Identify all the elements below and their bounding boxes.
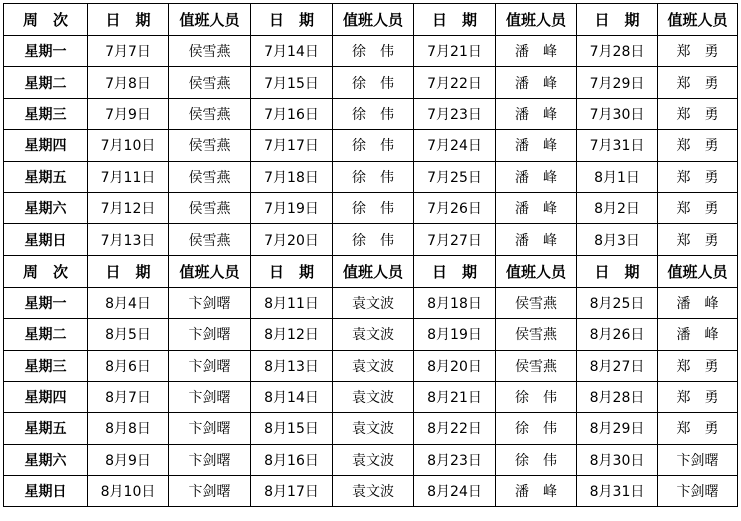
staff-cell: 徐 伟 (333, 161, 414, 192)
column-header-staff: 值班人员 (333, 4, 414, 36)
date-cell: 8月13日 (251, 350, 333, 381)
date-cell: 7月19日 (251, 192, 333, 223)
column-header-staff: 值班人员 (333, 255, 414, 287)
staff-cell: 侯雪燕 (496, 287, 577, 318)
table-row (4, 67, 738, 98)
date-cell: 8月4日 (88, 287, 169, 318)
date-cell: 7月26日 (414, 192, 496, 223)
staff-cell: 袁文波 (333, 319, 414, 350)
weekday-cell: 星期二 (4, 319, 88, 350)
staff-cell: 袁文波 (333, 287, 414, 318)
staff-cell: 卞剑曙 (169, 444, 251, 475)
date-cell: 7月13日 (88, 224, 169, 255)
staff-cell: 潘 峰 (658, 287, 738, 318)
table-row (4, 381, 738, 412)
date-cell: 8月22日 (414, 413, 496, 444)
staff-cell: 侯雪燕 (169, 224, 251, 255)
date-cell: 8月21日 (414, 381, 496, 412)
column-header-staff: 值班人员 (658, 255, 738, 287)
date-cell: 7月18日 (251, 161, 333, 192)
staff-cell: 郑 勇 (658, 130, 738, 161)
staff-cell: 侯雪燕 (169, 67, 251, 98)
date-cell: 8月31日 (577, 476, 658, 507)
weekday-cell: 星期六 (4, 444, 88, 475)
staff-cell: 卞剑曙 (169, 350, 251, 381)
date-cell: 8月6日 (88, 350, 169, 381)
date-cell: 7月20日 (251, 224, 333, 255)
staff-cell: 潘 峰 (496, 130, 577, 161)
staff-cell: 卞剑曙 (169, 319, 251, 350)
column-header-week: 周 次 (4, 4, 88, 36)
staff-cell: 侯雪燕 (169, 98, 251, 129)
date-cell: 8月1日 (577, 161, 658, 192)
date-cell: 7月8日 (88, 67, 169, 98)
date-cell: 8月11日 (251, 287, 333, 318)
date-cell: 8月10日 (88, 476, 169, 507)
staff-cell: 徐 伟 (333, 130, 414, 161)
staff-cell: 郑 勇 (658, 98, 738, 129)
date-cell: 8月24日 (414, 476, 496, 507)
staff-cell: 潘 峰 (496, 224, 577, 255)
staff-cell: 徐 伟 (333, 224, 414, 255)
date-cell: 8月7日 (88, 381, 169, 412)
staff-cell: 徐 伟 (496, 413, 577, 444)
column-header-date: 日 期 (88, 255, 169, 287)
date-cell: 8月29日 (577, 413, 658, 444)
date-cell: 7月12日 (88, 192, 169, 223)
table-row (4, 319, 738, 350)
staff-cell: 郑 勇 (658, 413, 738, 444)
date-cell: 8月9日 (88, 444, 169, 475)
column-header-week: 周 次 (4, 255, 88, 287)
staff-cell: 卞剑曙 (658, 476, 738, 507)
date-cell: 8月3日 (577, 224, 658, 255)
table-row (4, 130, 738, 161)
staff-cell: 侯雪燕 (496, 319, 577, 350)
staff-cell: 卞剑曙 (169, 287, 251, 318)
table-row (4, 350, 738, 381)
weekday-cell: 星期日 (4, 224, 88, 255)
date-cell: 7月17日 (251, 130, 333, 161)
table-row (4, 98, 738, 129)
weekday-cell: 星期一 (4, 36, 88, 67)
staff-cell: 侯雪燕 (496, 350, 577, 381)
staff-cell: 侯雪燕 (169, 192, 251, 223)
date-cell: 7月9日 (88, 98, 169, 129)
date-cell: 8月19日 (414, 319, 496, 350)
weekday-cell: 星期二 (4, 67, 88, 98)
staff-cell: 袁文波 (333, 444, 414, 475)
date-cell: 8月26日 (577, 319, 658, 350)
table-row (4, 224, 738, 255)
staff-cell: 卞剑曙 (169, 381, 251, 412)
date-cell: 8月23日 (414, 444, 496, 475)
header-row (4, 4, 738, 36)
duty-schedule-table (3, 3, 738, 507)
staff-cell: 郑 勇 (658, 67, 738, 98)
weekday-cell: 星期四 (4, 130, 88, 161)
weekday-cell: 星期三 (4, 98, 88, 129)
staff-cell: 徐 伟 (333, 192, 414, 223)
column-header-date: 日 期 (251, 255, 333, 287)
date-cell: 7月14日 (251, 36, 333, 67)
staff-cell: 侯雪燕 (169, 36, 251, 67)
staff-cell: 郑 勇 (658, 192, 738, 223)
staff-cell: 潘 峰 (496, 98, 577, 129)
weekday-cell: 星期三 (4, 350, 88, 381)
staff-cell: 郑 勇 (658, 224, 738, 255)
table-row (4, 192, 738, 223)
column-header-staff: 值班人员 (496, 4, 577, 36)
date-cell: 7月24日 (414, 130, 496, 161)
staff-cell: 卞剑曙 (658, 444, 738, 475)
staff-cell: 郑 勇 (658, 350, 738, 381)
date-cell: 8月5日 (88, 319, 169, 350)
date-cell: 7月23日 (414, 98, 496, 129)
staff-cell: 袁文波 (333, 476, 414, 507)
weekday-cell: 星期一 (4, 287, 88, 318)
staff-cell: 郑 勇 (658, 381, 738, 412)
staff-cell: 侯雪燕 (169, 130, 251, 161)
staff-cell: 潘 峰 (658, 319, 738, 350)
date-cell: 8月8日 (88, 413, 169, 444)
date-cell: 7月28日 (577, 36, 658, 67)
date-cell: 8月2日 (577, 192, 658, 223)
column-header-staff: 值班人员 (169, 255, 251, 287)
staff-cell: 袁文波 (333, 350, 414, 381)
header-row (4, 255, 738, 287)
column-header-staff: 值班人员 (169, 4, 251, 36)
table-row (4, 36, 738, 67)
staff-cell: 潘 峰 (496, 476, 577, 507)
date-cell: 7月21日 (414, 36, 496, 67)
table-row (4, 287, 738, 318)
column-header-date: 日 期 (577, 255, 658, 287)
staff-cell: 卞剑曙 (169, 476, 251, 507)
column-header-staff: 值班人员 (658, 4, 738, 36)
date-cell: 7月16日 (251, 98, 333, 129)
date-cell: 7月15日 (251, 67, 333, 98)
date-cell: 7月29日 (577, 67, 658, 98)
column-header-staff: 值班人员 (496, 255, 577, 287)
staff-cell: 徐 伟 (496, 381, 577, 412)
date-cell: 8月12日 (251, 319, 333, 350)
weekday-cell: 星期五 (4, 161, 88, 192)
date-cell: 8月27日 (577, 350, 658, 381)
date-cell: 7月30日 (577, 98, 658, 129)
date-cell: 7月25日 (414, 161, 496, 192)
staff-cell: 卞剑曙 (169, 413, 251, 444)
staff-cell: 徐 伟 (496, 444, 577, 475)
date-cell: 7月7日 (88, 36, 169, 67)
date-cell: 8月18日 (414, 287, 496, 318)
column-header-date: 日 期 (414, 4, 496, 36)
staff-cell: 袁文波 (333, 413, 414, 444)
table-row (4, 161, 738, 192)
date-cell: 8月25日 (577, 287, 658, 318)
column-header-date: 日 期 (414, 255, 496, 287)
staff-cell: 郑 勇 (658, 36, 738, 67)
table-row (4, 444, 738, 475)
date-cell: 8月16日 (251, 444, 333, 475)
staff-cell: 潘 峰 (496, 192, 577, 223)
date-cell: 8月28日 (577, 381, 658, 412)
staff-cell: 侯雪燕 (169, 161, 251, 192)
weekday-cell: 星期六 (4, 192, 88, 223)
date-cell: 7月10日 (88, 130, 169, 161)
table-row (4, 413, 738, 444)
staff-cell: 袁文波 (333, 381, 414, 412)
date-cell: 8月14日 (251, 381, 333, 412)
date-cell: 7月11日 (88, 161, 169, 192)
staff-cell: 徐 伟 (333, 36, 414, 67)
staff-cell: 潘 峰 (496, 36, 577, 67)
staff-cell: 徐 伟 (333, 67, 414, 98)
date-cell: 8月15日 (251, 413, 333, 444)
date-cell: 8月20日 (414, 350, 496, 381)
date-cell: 7月27日 (414, 224, 496, 255)
weekday-cell: 星期五 (4, 413, 88, 444)
column-header-date: 日 期 (577, 4, 658, 36)
column-header-date: 日 期 (251, 4, 333, 36)
date-cell: 7月22日 (414, 67, 496, 98)
staff-cell: 潘 峰 (496, 67, 577, 98)
weekday-cell: 星期日 (4, 476, 88, 507)
date-cell: 7月31日 (577, 130, 658, 161)
staff-cell: 潘 峰 (496, 161, 577, 192)
weekday-cell: 星期四 (4, 381, 88, 412)
table-row (4, 476, 738, 507)
date-cell: 8月30日 (577, 444, 658, 475)
column-header-date: 日 期 (88, 4, 169, 36)
staff-cell: 徐 伟 (333, 98, 414, 129)
staff-cell: 郑 勇 (658, 161, 738, 192)
date-cell: 8月17日 (251, 476, 333, 507)
